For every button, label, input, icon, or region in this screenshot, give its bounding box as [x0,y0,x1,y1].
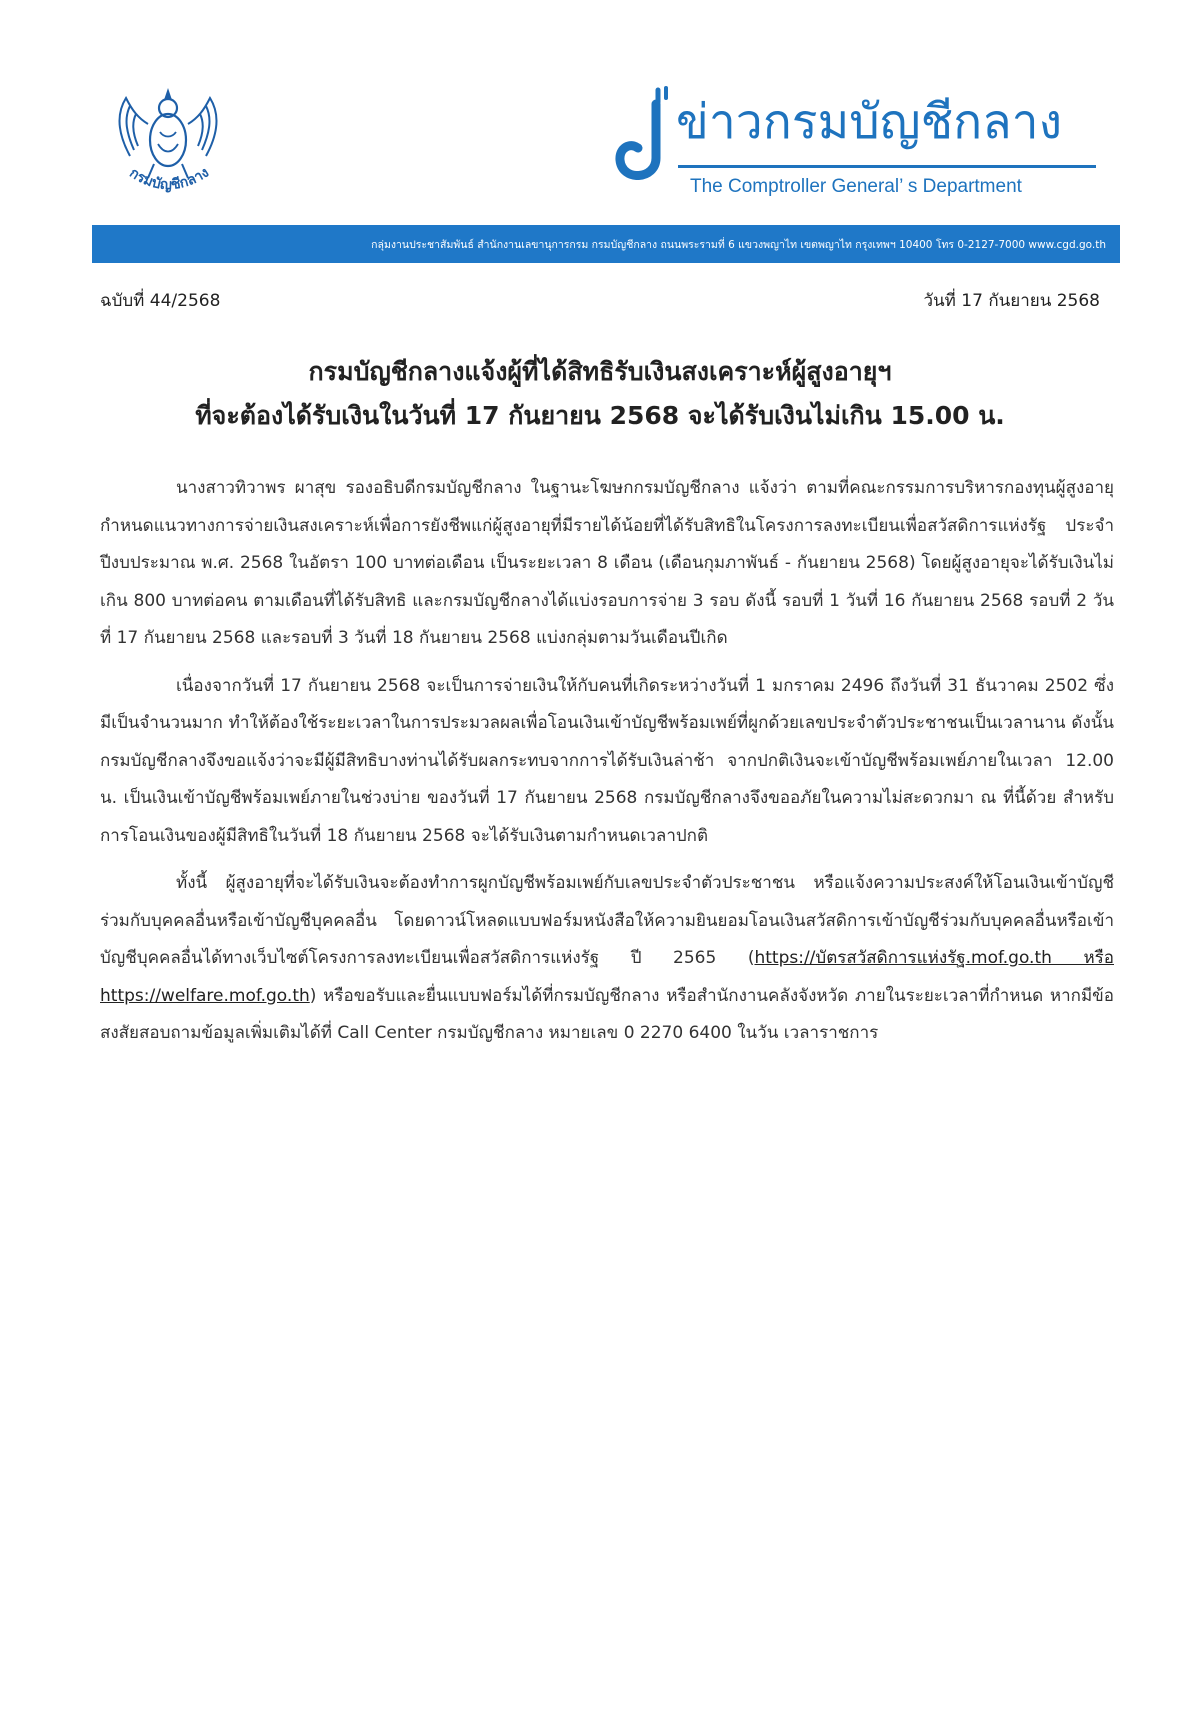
paragraph-3-after: ) หรือขอรับและยื่นแบบฟอร์มได้ที่กรมบัญชีกลาง หรือสำนักงานคลังจังหวัด ภายในระยะเวลาที่กำหนด หากมีข้อสงสัยสอบถามข้อมูลเพิ่มเติมได้ที่ Call Center กรมบัญชีกลาง หมายเลข 0 2270 6400 ในวัน เวลาราชการ [100,985,1114,1043]
contact-bar-text: กลุ่มงานประชาสัมพันธ์ สำนักงานเลขานุการกรม กรมบัญชีกลาง ถนนพระรามที่ 6 แขวงพญาไท เขตพญาไท กรุงเทพฯ 10400 โทร 0-2127-7000 www.cgd.go.th [371,238,1106,251]
paragraph-3 [100,865,1114,1053]
welfare-thai-link[interactable]: https://บัตรสวัสดิการแห่งรัฐ.mof.go.th หรือ [754,948,1114,968]
garuda-emblem-icon [108,84,228,200]
masthead-title-block [600,86,1110,186]
headline [80,350,1120,438]
paragraph-1: นางสาวทิวาพร ผาสุข รองอธิบดีกรมบัญชีกลาง ในฐานะโฆษกกรมบัญชีกลาง แจ้งว่า ตามที่คณะกรรมการบริหารกองทุนผู้สูงอายุ กำหนดแนวทางการจ่ายเงินสงเคราะห์เพื่อการยังชีพแก่ผู้สูงอายุที่มีรายได้น้อยที่ได้รับสิทธิในโครงการลงทะเบียนเพื่อสวัสดิการแห่งรัฐ ประจำปีงบประมาณ พ.ศ. 2568 ในอัตรา 100 บาทต่อเดือน เป็นระยะเวลา 8 เดือน (เดือนกุมภาพันธ์ - กันยายน 2568) โดยผู้สูงอายุจะได้รับเงินไม่เกิน 800 บาทต่อคน ตามเดือนที่ได้รับสิทธิ และกรมบัญชีกลางได้แบ่งรอบการจ่าย 3 รอบ ดังนี้ รอบที่ 1 วันที่ 16 กันยายน 2568 รอบที่ 2 วันที่ 17 กันยายน 2568 และรอบที่ 3 วันที่ 18 กันยายน 2568 แบ่งกลุ่มตามวันเดือนปีเกิด [100,478,1114,648]
masthead-subtitle: The Comptroller General’ s Department [690,176,1022,197]
article-body [100,470,1114,1063]
issue-date: วันที่ 17 กันยายน 2568 [923,291,1100,311]
contact-bar [92,225,1120,263]
masthead-hook-icon [600,86,680,196]
masthead [600,86,1110,206]
paragraph-3-before: ทั้งนี้ ผู้สูงอายุที่จะได้รับเงินจะต้องทำการผูกบัญชีพร้อมเพย์กับเลขประจำตัวประชาชน หรือแจ้งความประสงค์ให้โอนเงินเข้าบัญชีร่วมกับบุคคลอื่นหรือเข้าบัญชีบุคคลอื่น โดยดาวน์โหลดแบบฟอร์มหนังสือให้ความยินยอมโอนเงินสวัสดิการเข้าบัญชีร่วมกับบุคคลอื่นหรือเข้าบัญชีบุคคลอื่นได้ทางเว็บไซต์โครงการลงทะเบียนเพื่อสวัสดิการแห่งรัฐ ปี 2565 ( [100,873,1114,968]
svg-text:กรมบัญชีกลาง [126,165,212,194]
headline-line-1: กรมบัญชีกลางแจ้งผู้ที่ได้สิทธิรับเงินสงเคราะห์ผู้สูงอายุฯ [308,357,892,386]
masthead-divider [678,165,1096,168]
meta-row [100,287,1100,317]
issue-number: ฉบับที่ 44/2568 [100,291,221,311]
welfare-link[interactable]: https://welfare.mof.go.th [100,985,310,1006]
paragraph-2: เนื่องจากวันที่ 17 กันยายน 2568 จะเป็นการจ่ายเงินให้กับคนที่เกิดระหว่างวันที่ 1 มกราคม 2496 ถึงวันที่ 31 ธันวาคม 2502 ซึ่งมีเป็นจำนวนมาก ทำให้ต้องใช้ระยะเวลาในการประมวลผลเพื่อโอนเงินเข้าบัญชีพร้อมเพย์ที่ผูกด้วยเลขประจำตัวประชาชนเป็นเวลานาน ดังนั้น กรมบัญชีกลางจึงขอแจ้งว่าจะมีผู้มีสิทธิบางท่านได้รับผลกระทบจากการได้รับเงินล่าช้า จากปกติเงินจะเข้าบัญชีพร้อมเพย์ภายในเวลา 12.00 น. เป็นเงินเข้าบัญชีพร้อมเพย์ภายในช่วงบ่าย ของวันที่ 17 กันยายน 2568 กรมบัญชีกลางจึงขออภัยในความไม่สะดวกมา ณ ที่นี้ด้วย สำหรับการโอนเงินของผู้มีสิทธิในวันที่ 18 กันยายน 2568 จะได้รับเงินตามกำหนดเวลาปกติ [100,675,1114,846]
headline-line-2: ที่จะต้องได้รับเงินในวันที่ 17 กันยายน 2568 จะได้รับเงินไม่เกิน 15.00 น. [195,401,1005,430]
emblem-caption: กรมบัญชีกลาง [126,164,212,194]
masthead-title: ข่าวกรมบัญชีกลาง [676,94,1063,150]
